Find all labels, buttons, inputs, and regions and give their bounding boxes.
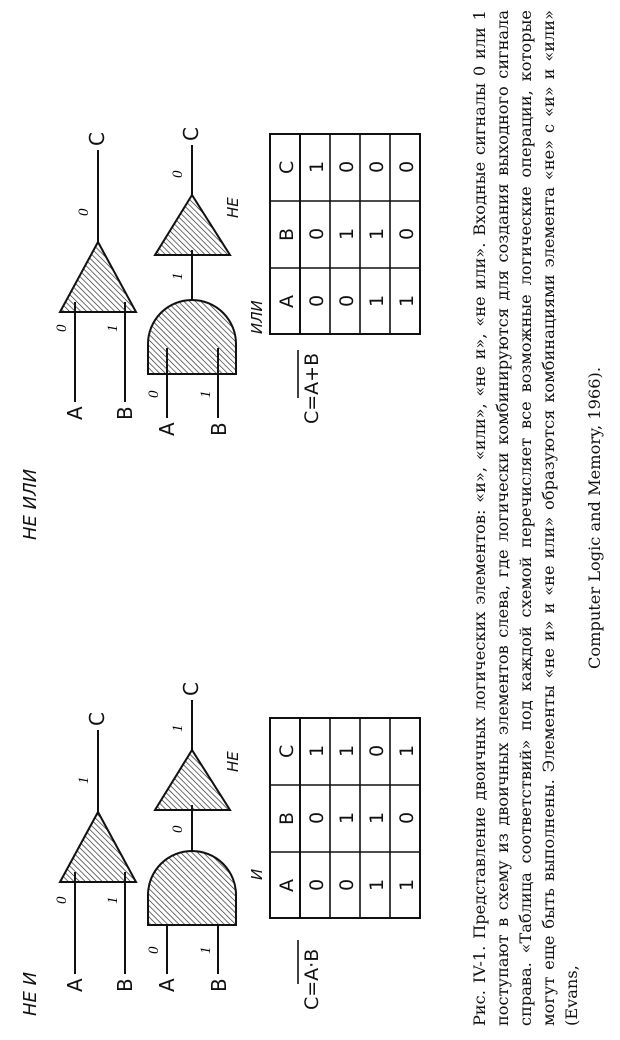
nand-cell: 1 bbox=[336, 811, 358, 824]
nor-table-header-a: A bbox=[276, 295, 298, 308]
nor-formula-text bbox=[301, 353, 323, 424]
nor-single-gate-shape bbox=[60, 242, 136, 312]
nor-cell: 0 bbox=[396, 160, 418, 173]
nor-cell: 1 bbox=[306, 160, 328, 173]
caption-text: Представление двоичных логических элементов: «и», «или», «не и», «не или». Входные сигналы 0 или 1 поступают в схему из двоичных элементов слева, где логически комбинируются для создания выходного сигнала справа. «Таблица соответствий» под каждой схемой перечисляет все возможные логические операции, которые могут еще быть выполнены. Элементы «не и» и «не или» образуются комбинациями элемента «не» с «и» и «или» (Evans, bbox=[470, 10, 581, 1026]
nor-single-gate bbox=[54, 132, 137, 420]
nor-composite-a-value: 0 bbox=[146, 390, 162, 398]
nand-input-a-label: A bbox=[63, 978, 87, 992]
nand-composite-b-label: B bbox=[207, 978, 231, 992]
nor-composite-b-value: 1 bbox=[198, 390, 214, 398]
nor-output-label: C bbox=[85, 132, 109, 146]
nor-single-b-value: 1 bbox=[105, 324, 121, 332]
nand-single-gate-shape bbox=[60, 812, 136, 882]
nand-output-label: C bbox=[85, 712, 109, 726]
nand-table-header-a: A bbox=[276, 879, 298, 892]
nor-composite-out-value: 0 bbox=[170, 170, 186, 178]
nor-input-b-label: B bbox=[113, 406, 137, 420]
nor-panel bbox=[20, 127, 420, 540]
nand-cell: 0 bbox=[306, 811, 328, 824]
nor-table-header-c: C bbox=[276, 160, 298, 174]
nor-cell: 0 bbox=[396, 227, 418, 240]
nand-single-out-value: 1 bbox=[76, 776, 92, 784]
nand-formula-text bbox=[301, 949, 323, 1010]
nor-single-a-value: 0 bbox=[54, 324, 70, 332]
figure-caption bbox=[468, 10, 606, 1026]
nor-cell: 1 bbox=[366, 227, 388, 240]
nor-cell: 1 bbox=[336, 227, 358, 240]
nand-cell: 1 bbox=[336, 744, 358, 757]
nor-cell: 1 bbox=[366, 294, 388, 307]
nor-cell: 0 bbox=[336, 160, 358, 173]
nand-composite-gates bbox=[146, 682, 266, 992]
nor-composite-gates bbox=[146, 127, 266, 436]
nor-formula bbox=[298, 350, 323, 424]
nand-table-header-c: C bbox=[276, 744, 298, 758]
nand-single-a-value: 0 bbox=[54, 896, 70, 904]
nor-cell: 0 bbox=[306, 227, 328, 240]
nor-formula-prefix: C= bbox=[301, 394, 323, 424]
nand-composite-mid-value: 0 bbox=[170, 825, 186, 833]
nor-cell: 1 bbox=[396, 294, 418, 307]
caption-citation: Computer Logic and Memory, 1966). bbox=[585, 367, 604, 669]
or-gate-shape bbox=[148, 300, 236, 374]
nand-cell: 0 bbox=[306, 878, 328, 891]
nand-formula-prefix: C= bbox=[301, 980, 323, 1010]
nor-formula-expr: A+B bbox=[301, 352, 323, 395]
nor-cell: 0 bbox=[336, 294, 358, 307]
nor-inverter-shape bbox=[155, 195, 230, 255]
nand-cell: 1 bbox=[396, 744, 418, 757]
nand-heading: НЕ И bbox=[20, 971, 41, 1016]
nand-formula bbox=[298, 940, 323, 1010]
nor-cell: 0 bbox=[366, 160, 388, 173]
nand-composite-a-value: 0 bbox=[146, 946, 162, 954]
nand-formula-expr: A·B bbox=[301, 948, 323, 981]
nand-single-b-value: 1 bbox=[105, 896, 121, 904]
nor-inverter-label: НЕ bbox=[224, 197, 242, 218]
nand-inverter-shape bbox=[155, 750, 230, 810]
nor-composite-output-label: C bbox=[179, 127, 203, 141]
nand-cell: 1 bbox=[366, 878, 388, 891]
nand-input-b-label: B bbox=[113, 978, 137, 992]
nor-cell: 0 bbox=[306, 294, 328, 307]
nor-composite-mid-value: 1 bbox=[170, 272, 186, 280]
nand-inverter-label: НЕ bbox=[224, 751, 242, 772]
nand-cell: 0 bbox=[336, 878, 358, 891]
nand-single-gate bbox=[54, 712, 137, 992]
nand-truth-table bbox=[270, 718, 420, 918]
nor-truth-table bbox=[270, 134, 420, 334]
and-gate-shape bbox=[148, 851, 236, 925]
nand-cell: 1 bbox=[366, 811, 388, 824]
nor-single-out-value: 0 bbox=[76, 208, 92, 216]
and-gate-label: И bbox=[248, 868, 266, 880]
or-gate-label: ИЛИ bbox=[248, 300, 266, 334]
nor-composite-b-label: B bbox=[207, 422, 231, 436]
nand-composite-output-label: C bbox=[179, 682, 203, 696]
nand-cell: 1 bbox=[396, 878, 418, 891]
nand-composite-b-value: 1 bbox=[198, 946, 214, 954]
nand-table-header-b: B bbox=[276, 811, 298, 825]
nor-input-a-label: A bbox=[63, 406, 87, 420]
nand-cell: 0 bbox=[396, 811, 418, 824]
nand-composite-out-value: 1 bbox=[170, 724, 186, 732]
nand-cell: 0 bbox=[366, 744, 388, 757]
nand-panel bbox=[20, 682, 420, 1016]
nand-composite-a-label: A bbox=[155, 978, 179, 992]
caption-prefix: Рис. IV-1. bbox=[470, 945, 489, 1026]
nand-cell: 1 bbox=[306, 744, 328, 757]
nor-heading: НЕ ИЛИ bbox=[20, 468, 41, 540]
nor-table-header-b: B bbox=[276, 227, 298, 241]
nor-composite-a-label: A bbox=[155, 422, 179, 436]
